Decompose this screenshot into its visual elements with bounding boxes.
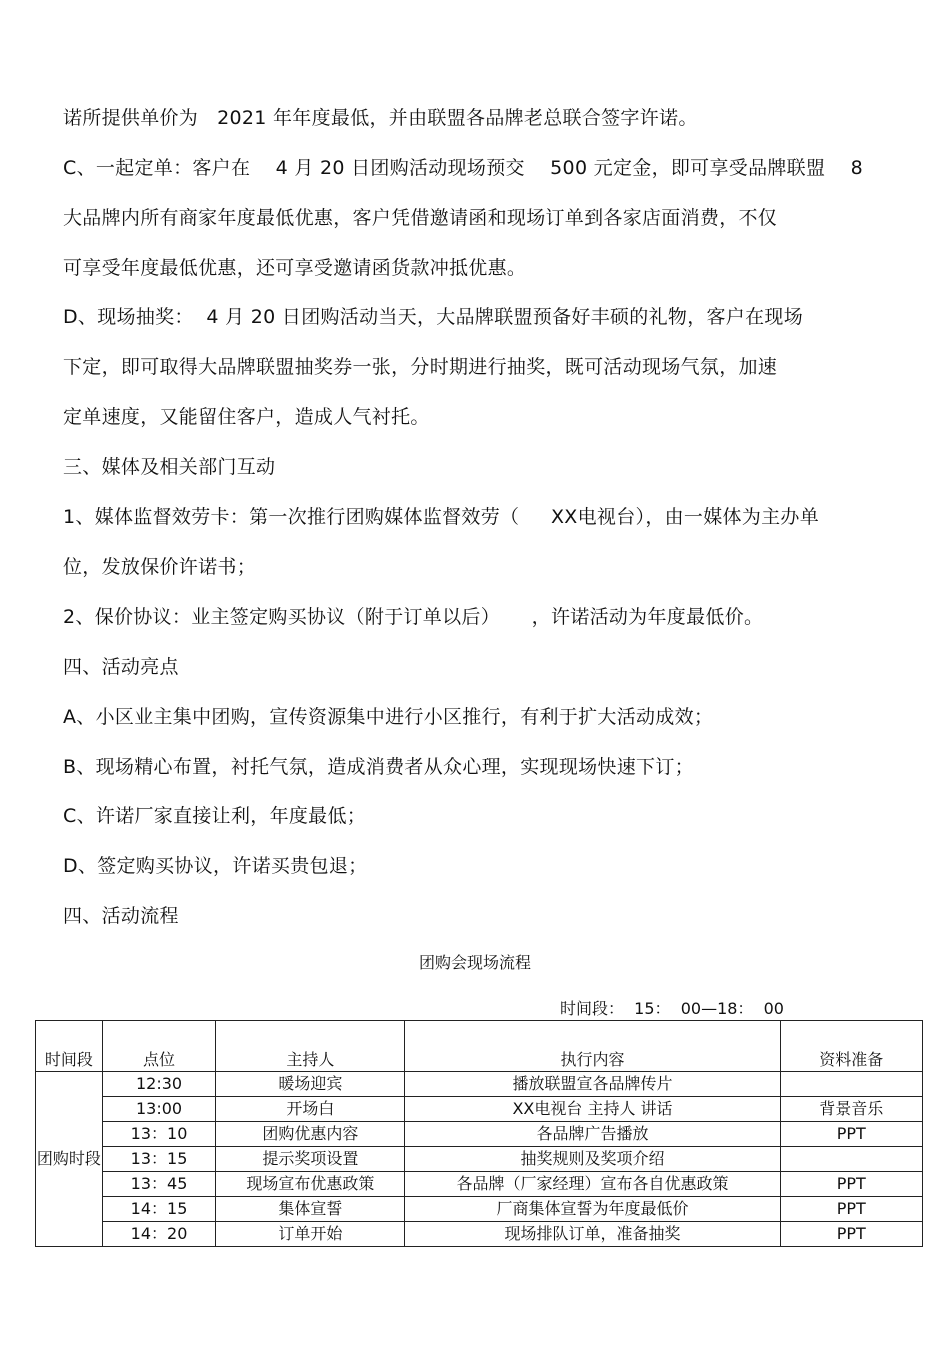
cell-content: 播放联盟宣各品牌传片	[405, 1072, 780, 1097]
cell-host: 订单开始	[216, 1222, 405, 1247]
header-time-segment: 时间段	[36, 1021, 103, 1072]
table-row	[36, 1097, 923, 1122]
paragraph-line: 1、媒体监督效劳卡：第一次推行团购媒体监督效劳（ XX电视台），由一媒体为主办单	[63, 506, 820, 528]
cell-materials	[780, 1072, 922, 1097]
paragraph-line: C、一起定单：客户在 4 月 20 日团购活动现场预交 500 元定金，即可享受品牌联盟 8	[63, 157, 864, 179]
header-host: 主持人	[216, 1021, 405, 1072]
paragraph-line: 可享受年度最低优惠，还可享受邀请函货款冲抵优惠。	[63, 257, 527, 279]
section-heading: 三、媒体及相关部门互动	[63, 456, 276, 478]
cell-content: 各品牌广告播放	[405, 1122, 780, 1147]
paragraph-line: C、许诺厂家直接让利，年度最低；	[63, 805, 367, 827]
flow-table	[35, 1020, 923, 1247]
cell-host: 集体宣誓	[216, 1197, 405, 1222]
table-row	[36, 1072, 923, 1097]
cell-host: 暖场迎宾	[216, 1072, 405, 1097]
paragraph-line: D、现场抽奖： 4 月 20 日团购活动当天，大品牌联盟预备好丰硕的礼物，客户在现场	[63, 306, 803, 328]
table-header-row	[36, 1021, 923, 1072]
table-row	[36, 1147, 923, 1172]
cell-point: 14：15	[102, 1197, 216, 1222]
cell-content: 各品牌（厂家经理）宣布各自优惠政策	[405, 1172, 780, 1197]
cell-content: 现场排队订单，准备抽奖	[405, 1222, 780, 1247]
cell-host: 团购优惠内容	[216, 1122, 405, 1147]
cell-materials: PPT	[780, 1122, 922, 1147]
cell-materials: PPT	[780, 1172, 922, 1197]
cell-point: 13：15	[102, 1147, 216, 1172]
cell-point: 13:00	[102, 1097, 216, 1122]
cell-content: 厂商集体宣誓为年度最低价	[405, 1197, 780, 1222]
cell-materials: 背景音乐	[780, 1097, 922, 1122]
cell-point: 14：20	[102, 1222, 216, 1247]
paragraph-line: 位，发放保价许诺书；	[63, 556, 257, 578]
table-row	[36, 1122, 923, 1147]
table-row	[36, 1222, 923, 1247]
cell-materials: PPT	[780, 1197, 922, 1222]
header-point: 点位	[102, 1021, 216, 1072]
paragraph-line: 定单速度，又能留住客户，造成人气衬托。	[63, 406, 430, 428]
section-heading: 四、活动流程	[63, 905, 179, 927]
cell-materials	[780, 1147, 922, 1172]
table-row	[36, 1172, 923, 1197]
paragraph-line: 诺所提供单价为 2021 年年度最低，并由联盟各品牌老总联合签字许诺。	[63, 107, 698, 129]
paragraph-line: D、签定购买协议，许诺买贵包退；	[63, 855, 368, 877]
cell-content: XX电视台 主持人 讲话	[405, 1097, 780, 1122]
paragraph-line: 下定，即可取得大品牌联盟抽奖券一张，分时期进行抽奖，既可活动现场气氛，加速	[63, 356, 778, 378]
segment-label: 团购时段	[36, 1072, 103, 1247]
cell-host: 开场白	[216, 1097, 405, 1122]
cell-point: 13：45	[102, 1172, 216, 1197]
table-row	[36, 1197, 923, 1222]
table-caption: 团购会现场流程	[418, 953, 531, 972]
header-content: 执行内容	[405, 1021, 780, 1072]
section-heading: 四、活动亮点	[63, 656, 179, 678]
cell-point: 13：10	[102, 1122, 216, 1147]
header-materials: 资料准备	[780, 1021, 922, 1072]
paragraph-line: B、现场精心布置，衬托气氛，造成消费者从众心理，实现现场快速下订；	[63, 756, 694, 778]
cell-point: 12:30	[102, 1072, 216, 1097]
cell-host: 提示奖项设置	[216, 1147, 405, 1172]
cell-host: 现场宣布优惠政策	[216, 1172, 405, 1197]
cell-content: 抽奖规则及奖项介绍	[405, 1147, 780, 1172]
cell-materials: PPT	[780, 1222, 922, 1247]
paragraph-line: 2、保价协议：业主签定购买协议（附于订单以后） ，许诺活动为年度最低价。	[63, 606, 764, 628]
paragraph-line: 大品牌内所有商家年度最低优惠，客户凭借邀请函和现场订单到各家店面消费，不仅	[63, 207, 778, 229]
time-range: 时间段： 15： 00—18： 00	[560, 999, 784, 1018]
paragraph-line: A、小区业主集中团购，宣传资源集中进行小区推行，有利于扩大活动成效；	[63, 706, 714, 728]
